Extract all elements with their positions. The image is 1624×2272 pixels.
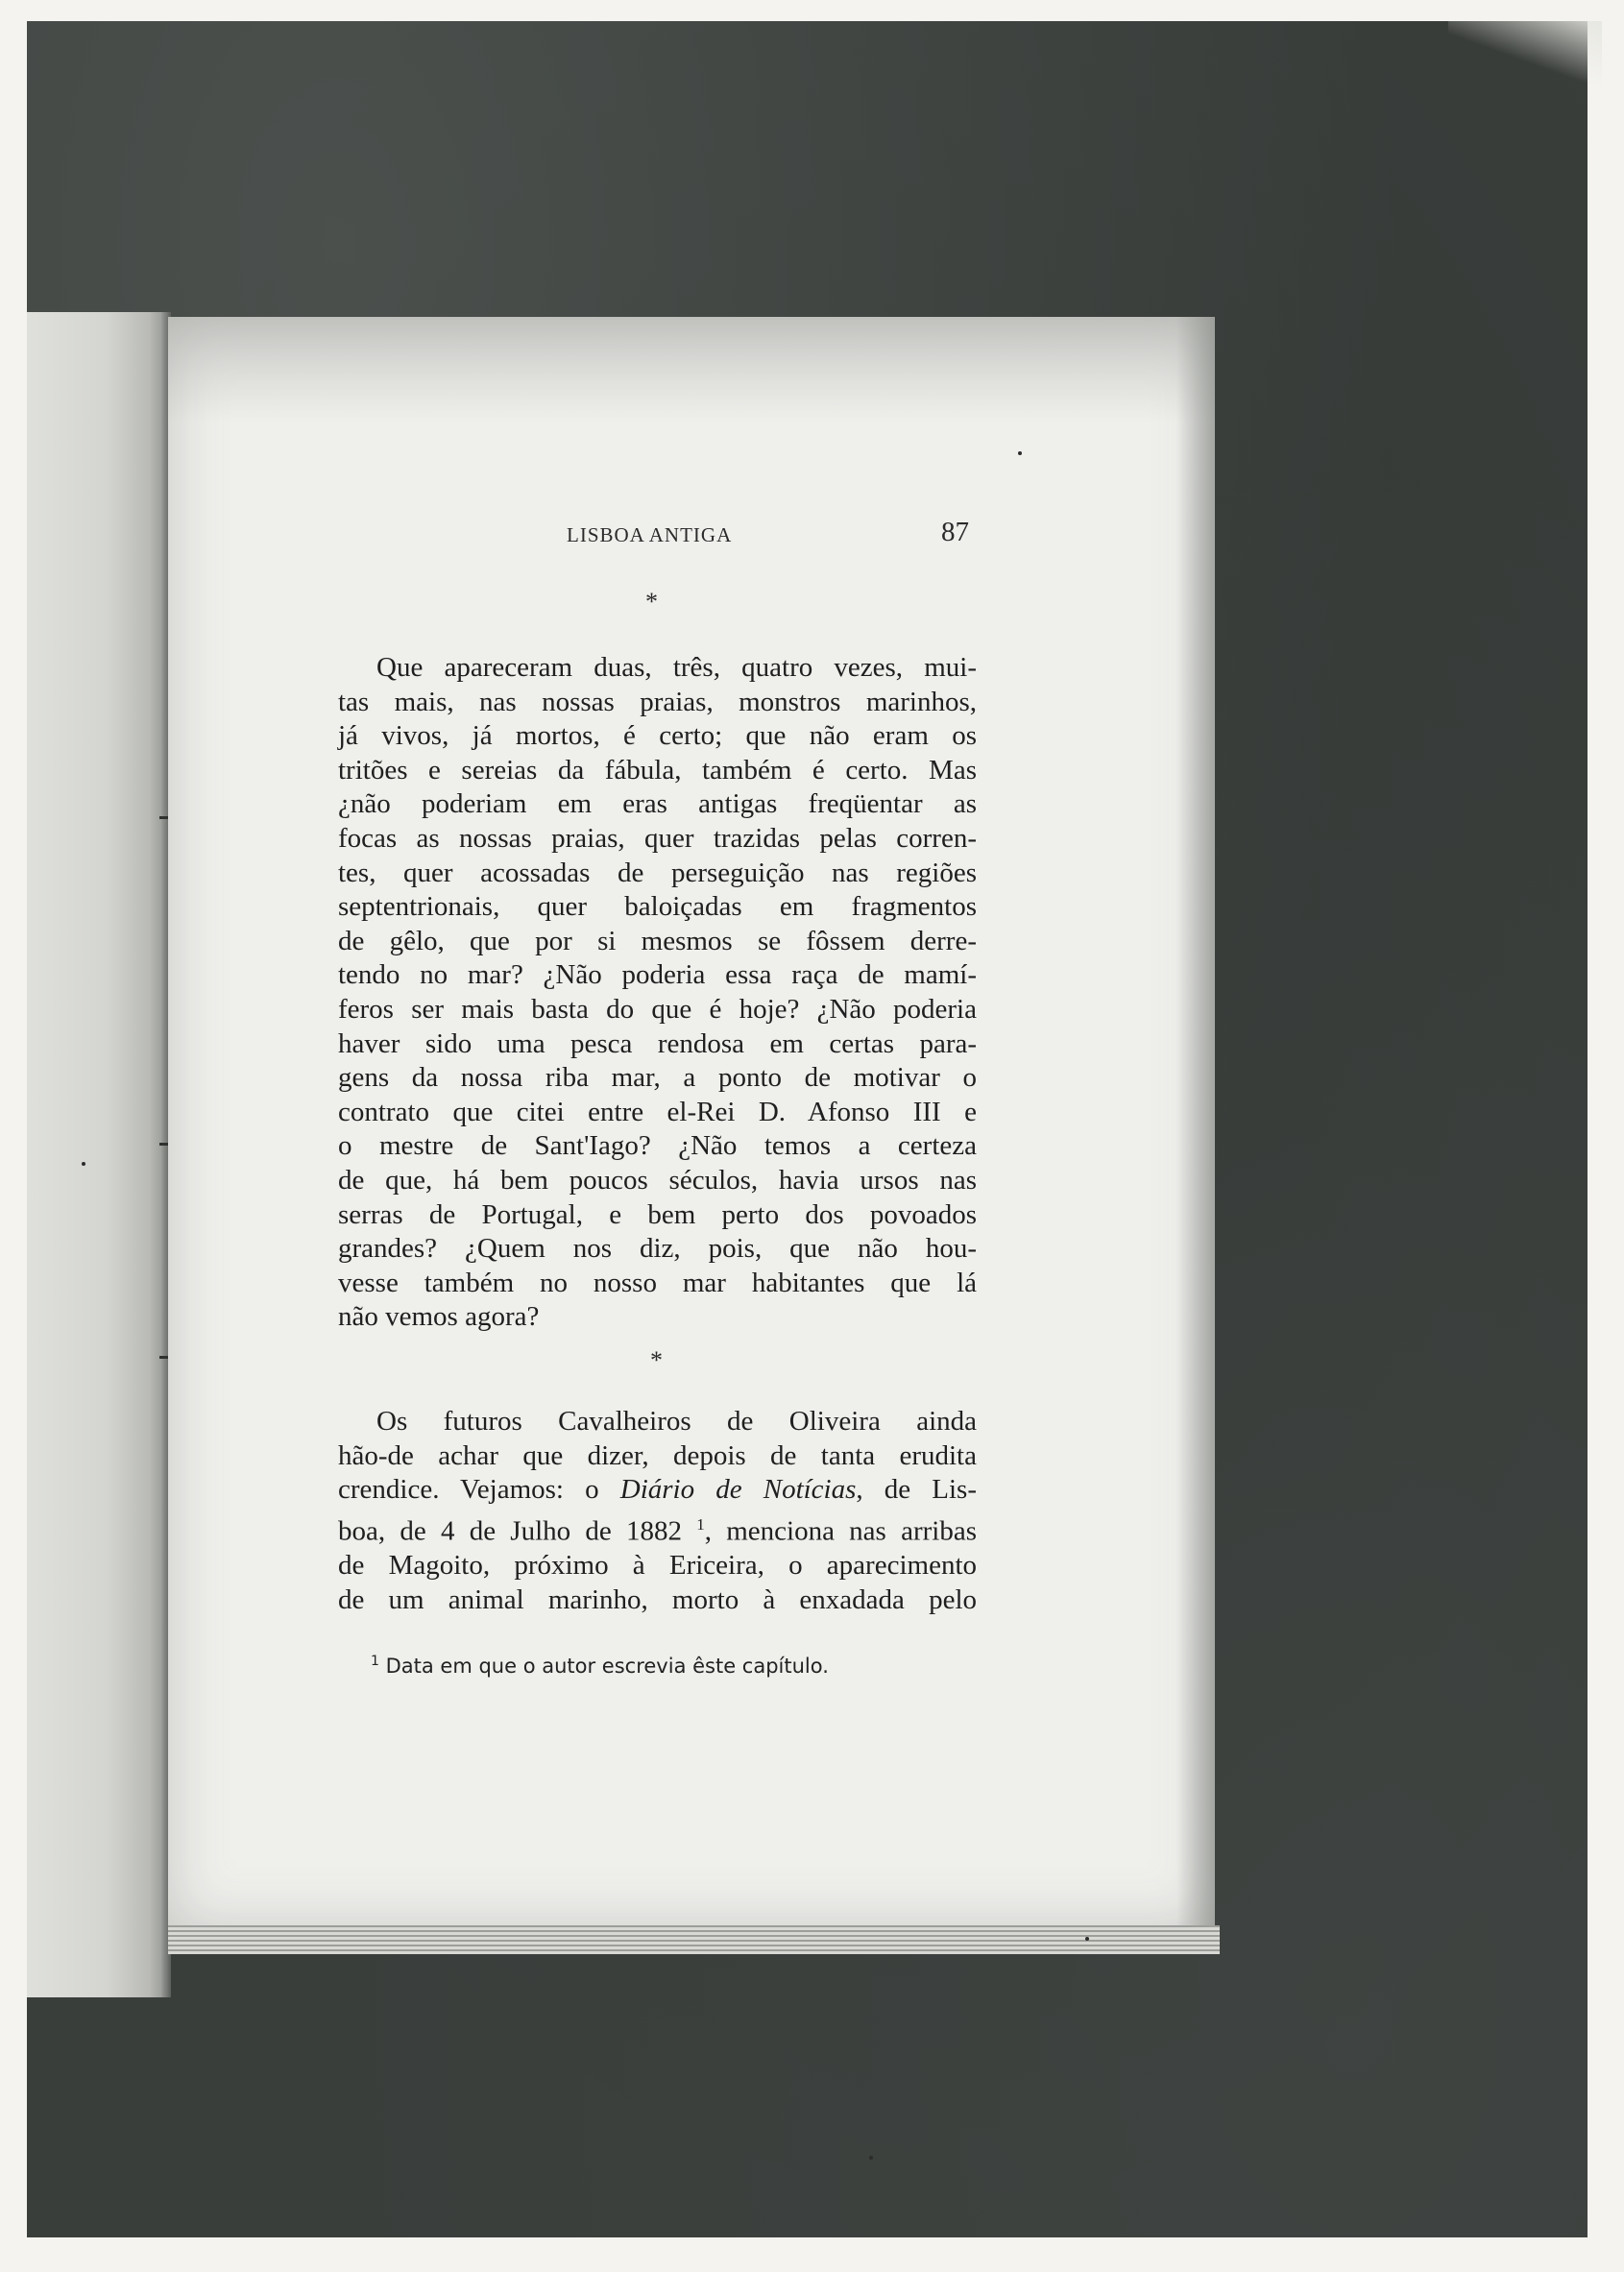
paragraph-1-line: ¿não poderiam em eras antigas freqüentar as [338,788,977,820]
text-run: boa, de 4 de Julho de 1882 [338,1515,697,1547]
paragraph-1-line: haver sido uma pesca rendosa em certas para- [338,1027,977,1059]
paragraph-1-line: Que apareceram duas, três, quatro vezes, mui- [376,652,977,683]
adjacent-page-strip [27,312,171,1997]
paragraph-1-line: vesse também no nosso mar habitantes que lá [338,1267,977,1298]
page-number: 87 [941,517,969,547]
paragraph-2-line [338,1473,977,1508]
dust-speck [869,2156,873,2160]
paragraph-1-line: tendo no mar? ¿Não poderia essa raça de mamí- [338,959,977,991]
paragraph-1-line: feros ser mais basta do que é hoje? ¿Não poderia [338,993,977,1025]
page-stack-edge [168,1925,1220,1954]
section-separator-top: * [645,588,658,616]
newspaper-title: Diário de Notícias [619,1474,857,1506]
text-run: , menciona nas arribas [704,1515,977,1547]
paragraph-2 [338,1405,977,1617]
footnote-text: Data em que o autor escrevia êste capítulo. [385,1655,829,1678]
dust-speck [82,1162,85,1166]
paragraph-2-line: Os futuros Cavalheiros de Oliveira ainda [376,1406,977,1437]
paragraph-1-line: de gêlo, que por si mesmos se fôssem derre- [338,925,977,956]
paragraph-1 [338,651,977,1335]
footnote [371,1654,829,1678]
dust-speck [1085,1937,1089,1941]
paragraph-1-line: o mestre de Sant'Iago? ¿Não temos a certeza [338,1130,977,1162]
paragraph-1-line: tritões e sereias da fábula, também é certo. Mas [338,754,977,786]
footnote-reference: 1 [696,1514,705,1534]
paragraph-1-line: septentrionais, quer baloiçadas em fragmentos [338,891,977,923]
section-separator-middle: * [650,1346,663,1374]
paragraph-2-line: hão-de achar que dizer, depois de tanta erudita [338,1439,977,1471]
paragraph-1-line: não vemos agora? [338,1301,540,1333]
paragraph-1-line: gens da nossa riba mar, a ponto de motivar o [338,1062,977,1094]
text-run: crendice. Vejamos: o [338,1474,620,1506]
paragraph-1-line: tas mais, nas nossas praias, monstros marinhos, [338,686,977,717]
footnote-marker: 1 [371,1654,379,1669]
text-run: , de Lis- [856,1474,978,1506]
paragraph-1-line: serras de Portugal, e bem perto dos povoados [338,1198,977,1230]
paragraph-1-line: contrato que citei entre el-Rei D. Afonso III e [338,1096,977,1127]
dust-speck [1018,451,1022,455]
paragraph-2-line: de Magoito, próximo à Ericeira, o aparecimento [338,1550,977,1582]
paragraph-1-line: tes, quer acossadas de perseguição nas regiões [338,857,977,888]
paragraph-2-line [338,1508,977,1549]
paragraph-1-line: grandes? ¿Quem nos diz, pois, que não hou- [338,1233,977,1265]
paragraph-2-line: de um animal marinho, morto à enxadada pelo [338,1583,977,1615]
paragraph-1-line: já vivos, já mortos, é certo; que não eram os [338,720,977,752]
paragraph-1-line: de que, há bem poucos séculos, havia ursos nas [338,1164,977,1196]
paragraph-1-line: focas as nossas praias, quer trazidas pelas corren- [338,822,977,854]
running-title: LISBOA ANTIGA [567,523,733,546]
